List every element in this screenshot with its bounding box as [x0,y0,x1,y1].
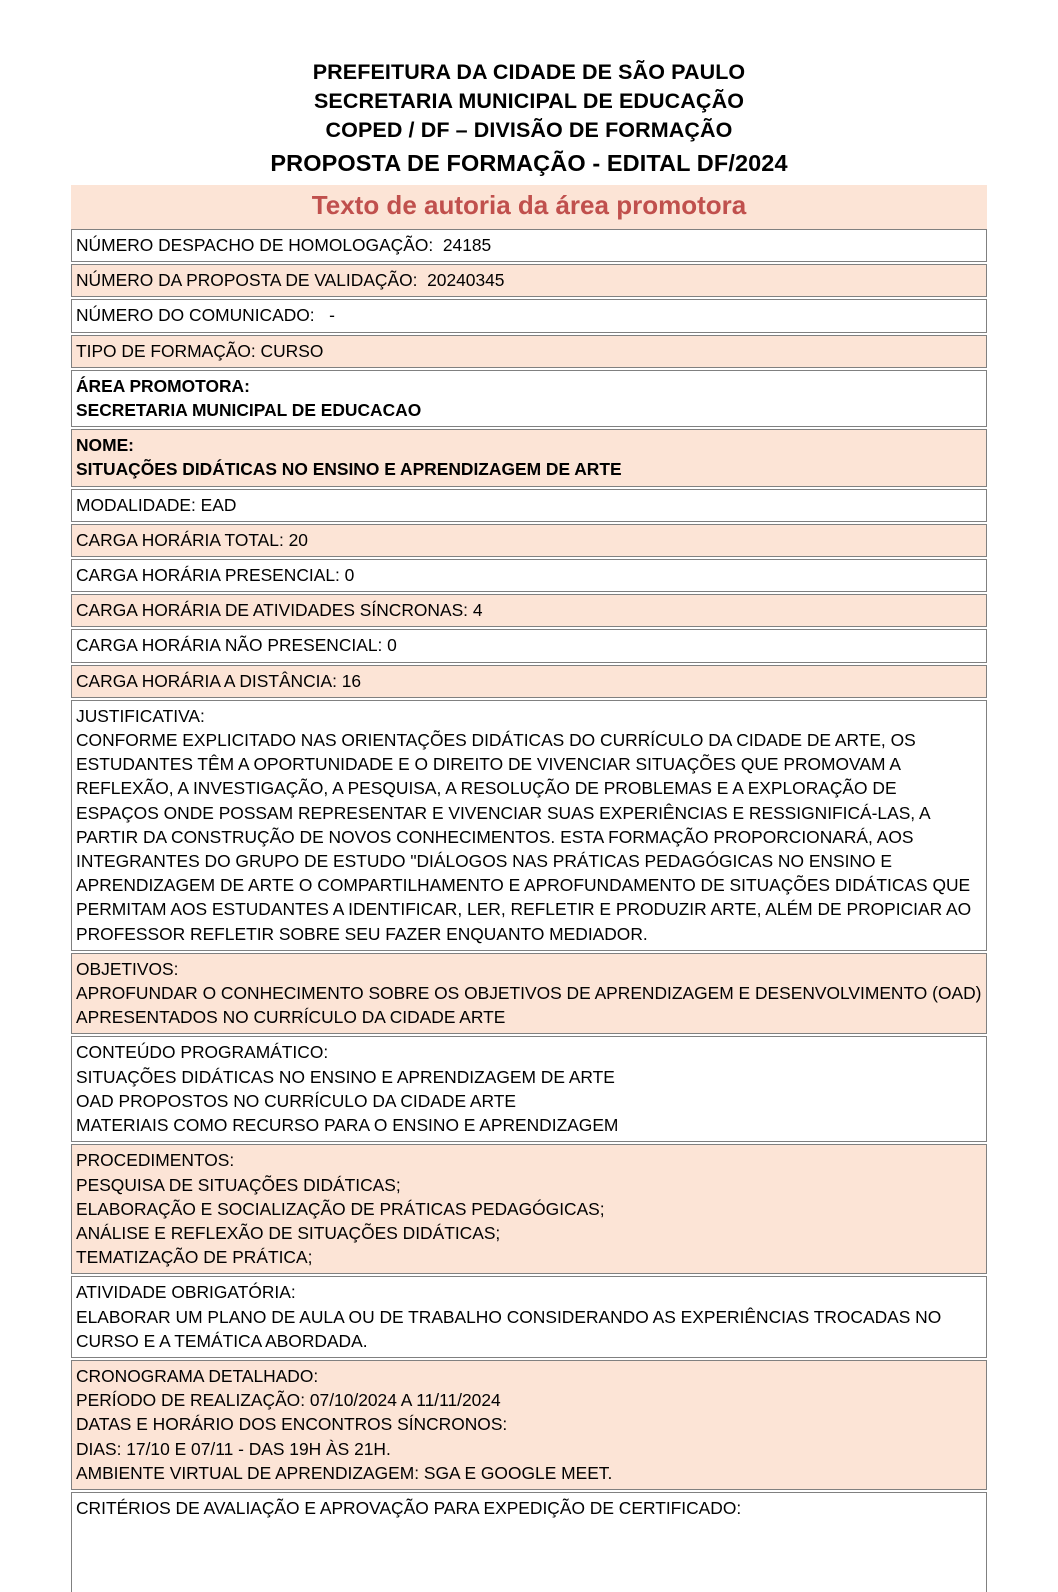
table-row [71,335,987,368]
field-nome [71,429,987,486]
field-line: OBJETIVOS: [76,958,179,979]
header-line-secretaria: SECRETARIA MUNICIPAL DE EDUCAÇÃO [313,89,745,113]
field-line: MODALIDADE: EAD [76,494,237,515]
field-line: CARGA HORÁRIA NÃO PRESENCIAL: 0 [76,635,397,656]
field-line: APROFUNDAR O CONHECIMENTO SOBRE OS OBJETIVOS DE APRENDIZAGEM E DESENVOLVIMENTO (OAD) APRESENTADOS NO CURRÍCULO DA CIDADE ARTE [76,983,986,1028]
field-line: OAD PROPOSTOS NO CURRÍCULO DA CIDADE ARTE [76,1090,517,1111]
field-line: NOME: [76,435,134,456]
header-line-proposta: PROPOSTA DE FORMAÇÃO - EDITAL DF/2024 [270,150,788,176]
table-row [71,299,987,332]
field-line: NÚMERO DESPACHO DE HOMOLOGAÇÃO: 24185 [76,235,492,255]
field-atividade-obrigatoria [71,1276,987,1358]
field-line: ATIVIDADE OBRIGATÓRIA: [76,1282,296,1303]
table-row [71,1036,987,1142]
field-objetivos [71,953,987,1035]
field-line: DATAS E HORÁRIO DOS ENCONTROS SÍNCRONOS: [76,1414,508,1435]
field-line: ELABORAR UM PLANO DE AULA OU DE TRABALHO CONSIDERANDO AS EXPERIÊNCIAS TROCADAS NO CURSO E A TEMÁTICA ABORDADA. [76,1306,947,1351]
proposta-form-body [71,229,987,1592]
field-line: PESQUISA DE SITUAÇÕES DIDÁTICAS; [76,1174,401,1195]
field-line: SITUAÇÕES DIDÁTICAS NO ENSINO E APRENDIZAGEM DE ARTE [76,459,622,480]
table-row [71,665,987,698]
field-carga-horaria-nao-presencial [71,629,987,662]
table-row [71,264,987,297]
field-line: CRONOGRAMA DETALHADO: [76,1365,319,1386]
field-line: CARGA HORÁRIA PRESENCIAL: 0 [76,565,355,586]
field-justificativa [71,700,987,951]
field-line: CRITÉRIOS DE AVALIAÇÃO E APROVAÇÃO PARA EXPEDIÇÃO DE CERTIFICADO: [76,1497,742,1518]
field-line: AMBIENTE VIRTUAL DE APRENDIZAGEM: SGA E GOOGLE MEET. [76,1462,613,1483]
field-line: ANÁLISE E REFLEXÃO DE SITUAÇÕES DIDÁTICAS; [76,1222,501,1243]
field-line: SITUAÇÕES DIDÁTICAS NO ENSINO E APRENDIZAGEM DE ARTE [76,1066,615,1087]
field-line: CONTEÚDO PROGRAMÁTICO: [76,1042,329,1063]
table-row [71,524,987,557]
table-row [71,1144,987,1274]
field-line: CARGA HORÁRIA TOTAL: 20 [76,529,308,550]
table-row [71,700,987,951]
field-modalidade [71,489,987,522]
banner-title: Texto de autoria da área promotora [311,190,747,220]
table-row [71,629,987,662]
table-row [71,229,987,262]
table-row [71,594,987,627]
field-line: TIPO DE FORMAÇÃO: CURSO [76,340,324,361]
header-line-coped: COPED / DF – DIVISÃO DE FORMAÇÃO [325,118,733,142]
table-row [71,429,987,486]
header-line-prefeitura: PREFEITURA DA CIDADE DE SÃO PAULO [312,60,746,84]
banner [71,185,987,229]
field-line: ÁREA PROMOTORA: [76,375,250,396]
proposta-form-table [71,229,987,1592]
table-row [71,953,987,1035]
field-line: DIAS: 17/10 E 07/11 - DAS 19H ÀS 21H. [76,1438,391,1459]
field-cronograma-detalhado [71,1360,987,1490]
field-carga-horaria-total [71,524,987,557]
field-line: SECRETARIA MUNICIPAL DE EDUCACAO [76,400,422,421]
field-area-promotora [71,370,987,427]
field-criterios-de-avaliacao [71,1492,987,1592]
table-row [71,370,987,427]
field-carga-horaria-atividades-sincronas [71,594,987,627]
field-procedimentos [71,1144,987,1274]
field-line: CARGA HORÁRIA A DISTÂNCIA: 16 [76,670,362,691]
field-numero-proposta-validacao [71,264,987,297]
field-line: NÚMERO DA PROPOSTA DE VALIDAÇÃO: 20240345 [76,270,505,291]
table-row [71,559,987,592]
field-conteudo-programatico [71,1036,987,1142]
field-line: PROCEDIMENTOS: [76,1150,235,1171]
field-tipo-de-formacao [71,335,987,368]
field-line: CONFORME EXPLICITADO NAS ORIENTAÇÕES DIDÁTICAS DO CURRÍCULO DA CIDADE DE ARTE, OS ESTUDANTES TÊM A OPORTUNIDADE E O DIREITO DE VIVENCIAR SITUAÇÕES QUE PROMOVAM A REFLEXÃO, A INVESTIGAÇÃO, A PESQUISA, A RESOLUÇÃO DE PROBLEMAS E A EXPLORAÇÃO DE ESPAÇOS ONDE POSSAM REPRESENTAR E VIVENCIAR SUAS EXPERIÊNCIAS E RESSIGNIFICÁ-LAS, A PARTIR DA CONSTRUÇÃO DE NOVOS CONHECIMENTOS. ESTA FORMAÇÃO PROPORCIONARÁ, AOS INTEGRANTES DO GRUPO DE ESTUDO "DIÁLOGOS NAS PRÁTICAS PEDAGÓGICAS NO ENSINO E APRENDIZAGEM DE ARTE O COMPARTILHAMENTO E APROFUNDAMENTO DE SITUAÇÕES DIDÁTICAS QUE PERMITAM AOS ESTUDANTES A IDENTIFICAR, LER, REFLETIR E PRODUZIR ARTE, ALÉM DE PROPICIAR AO PROFESSOR REFLETIR SOBRE SEU FAZER ENQUANTO MEDIADOR. [76,730,976,944]
field-line: CARGA HORÁRIA DE ATIVIDADES SÍNCRONAS: 4 [76,600,483,621]
field-line: TEMATIZAÇÃO DE PRÁTICA; [76,1247,313,1268]
field-numero-comunicado [71,299,987,332]
field-line: JUSTIFICATIVA: [76,705,205,726]
field-carga-horaria-a-distancia [71,665,987,698]
field-line: MATERIAIS COMO RECURSO PARA O ENSINO E APRENDIZAGEM [76,1115,619,1136]
document-header [0,0,1058,179]
field-line: ELABORAÇÃO E SOCIALIZAÇÃO DE PRÁTICAS PEDAGÓGICAS; [76,1198,605,1219]
table-row [71,1360,987,1490]
table-row [71,489,987,522]
field-line: NÚMERO DO COMUNICADO: - [76,305,335,326]
table-row [71,1492,987,1592]
field-numero-despacho-homologacao [71,229,987,262]
table-row [71,1276,987,1358]
field-carga-horaria-presencial [71,559,987,592]
field-line: PERÍODO DE REALIZAÇÃO: 07/10/2024 A 11/11/2024 [76,1390,501,1411]
